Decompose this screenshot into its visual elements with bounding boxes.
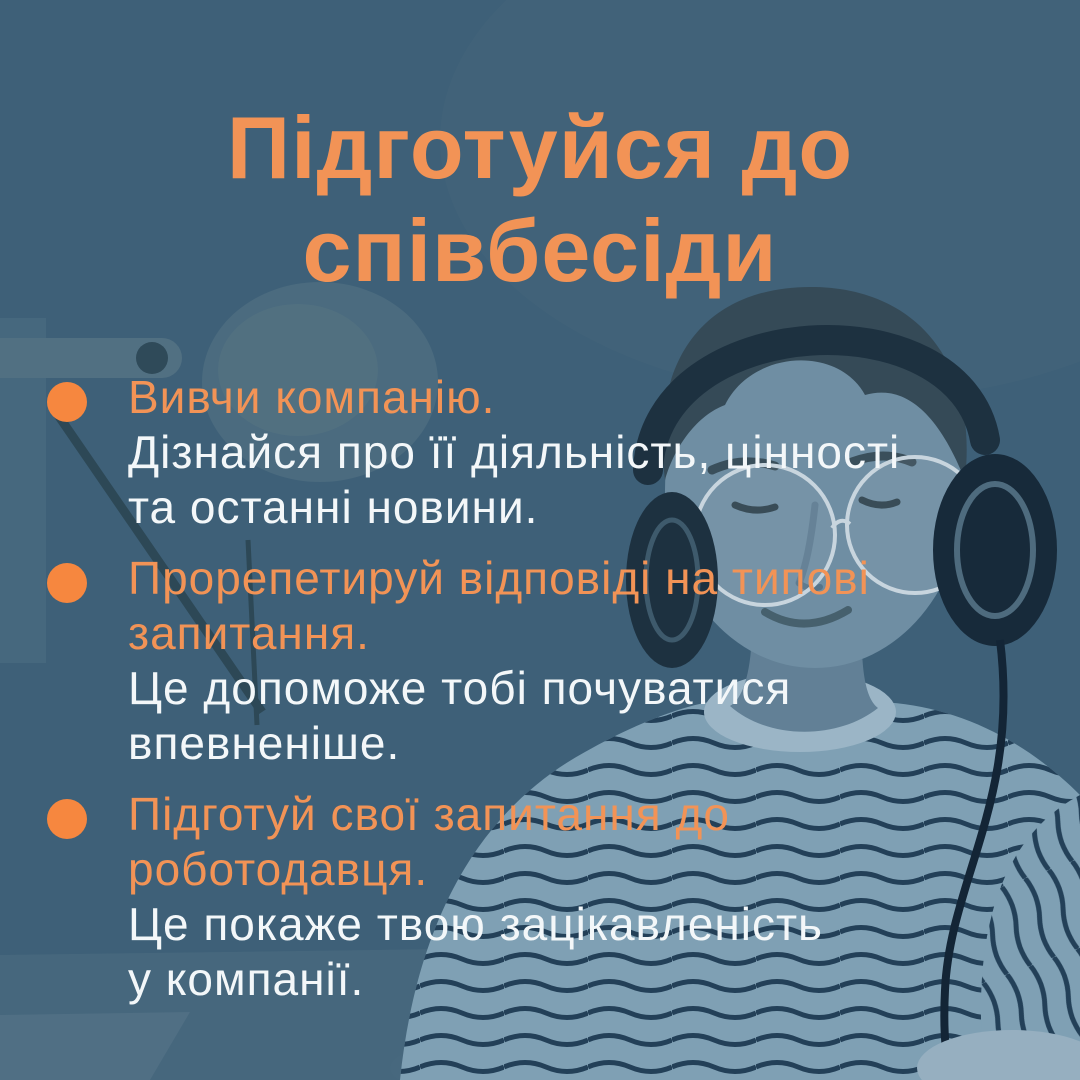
tip-body-line: впевненіше. xyxy=(128,717,401,769)
tip-text xyxy=(128,787,823,1007)
list-item xyxy=(47,370,1047,535)
tip-body-line: Дізнайся про її діяльність, цінності xyxy=(128,426,901,478)
page-title xyxy=(0,96,1080,302)
tip-body-line: та останні новини. xyxy=(128,481,539,533)
tip-text xyxy=(128,370,900,535)
tip-body-line: Це покаже твою зацікавленість xyxy=(128,898,824,950)
bullet-circle-icon xyxy=(47,382,87,422)
tips-list xyxy=(47,370,1047,1023)
page-title-line2: співбесіди xyxy=(302,201,778,300)
tip-lead-line: Прорепетируй відповіді на типові xyxy=(128,552,870,604)
bullet-circle-icon xyxy=(47,563,87,603)
page-title-line1: Підготуйся до xyxy=(226,98,854,197)
tip-lead-line: Підготуй свої запитання до xyxy=(128,788,730,840)
list-item xyxy=(47,551,1047,771)
tip-body-line: у компанії. xyxy=(128,953,365,1005)
tip-lead-line: роботодавця. xyxy=(128,843,429,895)
tip-lead-line: Вивчи компанію. xyxy=(128,371,496,423)
tip-lead-line: запитання. xyxy=(128,607,370,659)
bullet-circle-icon xyxy=(47,799,87,839)
tip-body-line: Це допоможе тобі почуватися xyxy=(128,662,792,714)
tip-text xyxy=(128,551,870,771)
list-item xyxy=(47,787,1047,1007)
